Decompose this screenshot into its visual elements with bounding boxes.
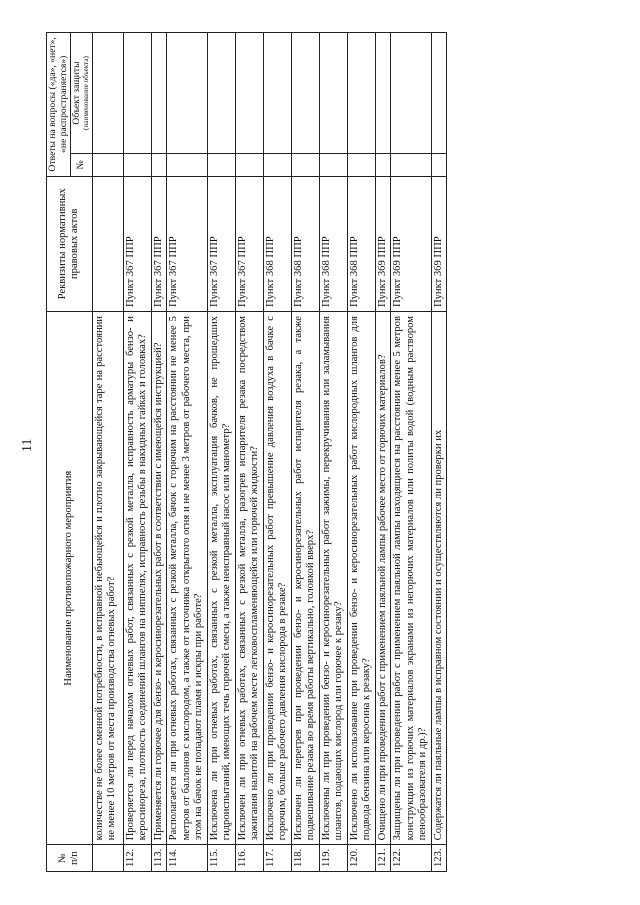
header-requisites: Реквизиты нормативных правовых актов [47,176,93,311]
table-row [431,33,447,872]
header-object-sub: (наименование объекта) [81,56,90,130]
row-reference: Пункт 368 ППР [347,176,375,311]
answer-cell[interactable] [263,154,291,177]
row-reference: Пункт 368 ППР [319,176,347,311]
answer-cell[interactable] [207,154,235,177]
table-row [347,33,375,872]
row-number: 114. [167,845,208,872]
table-row [319,33,347,872]
row-reference: Пункт 369 ППР [391,176,432,311]
table-row [291,33,319,872]
table-row [375,33,391,872]
row-reference: Пункт 369 ППР [375,176,391,311]
row-text: Исключено ли использование при проведении бензо- и керосинорезательных работ кислородных шлангов для подвода бензина или керосина к резаку? [347,312,375,845]
answer-cell[interactable] [92,154,123,177]
header-num: № п/п [47,845,93,872]
answer-cell[interactable] [347,154,375,177]
answer-cell[interactable] [92,33,123,154]
table-row [207,33,235,872]
header-object-no: № [71,154,92,177]
answer-cell[interactable] [151,154,167,177]
answer-cell[interactable] [375,154,391,177]
row-text: Применяется ли горючее для бензо- и керосинорезательных работ в соответствии с имеющейся инструкцией? [151,312,167,845]
row-text: Исключен ли перегрев при проведении бензо- и керосинорезательных работ испарителя резака, а также подвешивание резака во время работы вертикально, головкой вверх? [291,312,319,845]
row-reference: Пункт 368 ППР [263,176,291,311]
answer-cell[interactable] [431,154,447,177]
row-text: Исключена ли при огневых работах, связанных с резкой металла, эксплуатация бачков, не прошедших гидроиспытаний, имеющих течь горючей смеси, а также неисправный насос или манометр? [207,312,235,845]
answer-cell[interactable] [263,33,291,154]
answer-cell[interactable] [319,154,347,177]
row-text: Защищены ли при проведении работ с применением паяльной лампы находящиеся на расстоянии менее 5 метров конструкции из горючих материалов экранами из негорючих материалов или политы водой (водным раствором пенообразователя и др.)? [391,312,432,845]
table-row [235,33,263,872]
answer-cell[interactable] [391,33,432,154]
answer-cell[interactable] [235,154,263,177]
row-text: Очищено ли при проведении работ с применением паяльной лампы рабочее место от горючих материалов? [375,312,391,845]
header-answers: Ответы на вопросы («да», «нет», «не распространяется») [47,33,71,177]
row-reference: Пункт 369 ППР [431,176,447,311]
row-number: 122. [391,845,432,872]
row-reference [92,176,123,311]
answer-cell[interactable] [391,154,432,177]
row-number: 119. [319,845,347,872]
row-number: 115. [207,845,235,872]
row-number: 123. [431,845,447,872]
answer-cell[interactable] [235,33,263,154]
answer-cell[interactable] [319,33,347,154]
row-number: 118. [291,845,319,872]
table-row [263,33,291,872]
row-reference: Пункт 368 ППР [291,176,319,311]
row-reference: Пункт 367 ППР [123,176,151,311]
answer-cell[interactable] [291,33,319,154]
answer-cell[interactable] [123,154,151,177]
answer-cell[interactable] [167,33,208,154]
header-name: Наименование противопожарного мероприятия [47,312,93,845]
row-number: 121. [375,845,391,872]
answer-cell[interactable] [207,33,235,154]
row-text: количестве не более сменной потребности, в исправной небьющейся и плотно закрывающейся таре на расстоянии не менее 10 метров от места производства огневых работ? [92,312,123,845]
table-row [167,33,208,872]
answer-cell[interactable] [375,33,391,154]
answer-cell[interactable] [151,33,167,154]
answer-cell[interactable] [167,154,208,177]
row-reference: Пункт 367 ППР [151,176,167,311]
row-number [92,845,123,872]
row-number: 120. [347,845,375,872]
row-text: Располагается ли при огневых работах, связанных с резкой металла, бачок с горючим на расстоянии не менее 5 метров от баллонов с кислородом, а также от источника открытого огня и не менее 3 метров от рабочего места, при этом на бачок не попадают пламя и искры при работе? [167,312,208,845]
rotated-table-container [46,32,631,872]
table-row [391,33,432,872]
table-row [151,33,167,872]
row-reference: Пункт 367 ППР [207,176,235,311]
page-number: 11 [20,438,35,452]
row-number: 117. [263,845,291,872]
answer-cell[interactable] [291,154,319,177]
header-object [71,33,92,154]
row-text: Исключен ли при огневых работах, связанных с резкой металла, разогрев испарителя резака посредством зажигания налитой на рабочем месте легковоспламеняющейся или горючей жидкости? [235,312,263,845]
row-number: 113. [151,845,167,872]
row-reference: Пункт 367 ППР [167,176,208,311]
row-text: Содержатся ли паяльные лампы в исправном состоянии и осуществляются ли проверки их [431,312,447,845]
answer-cell[interactable] [123,33,151,154]
table-row [123,33,151,872]
row-text: Проверяется ли перед началом огневых работ, связанных с резкой металла, исправность арматуры бензо- и керосинореза, плотность соединений шлангов на ниппелях, исправность резьбы в накидных гайках и головках? [123,312,151,845]
row-number: 116. [235,845,263,872]
fire-safety-checklist-table [46,32,447,872]
row-text: Исключены ли при проведении бензо- и керосинорезательных работ зажимы, перекручивания или заламывания шлангов, подающих кислород или горючее к резаку? [319,312,347,845]
row-reference: Пункт 367 ППР [235,176,263,311]
answer-cell[interactable] [431,33,447,154]
header-object-label: Объект защиты [71,61,83,125]
row-number: 112. [123,845,151,872]
row-text: Исключено ли при проведении бензо- и керосинорезательных работ превышение давления воздуха в бачке с горючим, больше рабочего давления кислорода в резаке? [263,312,291,845]
answer-cell[interactable] [347,33,375,154]
table-row [92,33,123,872]
